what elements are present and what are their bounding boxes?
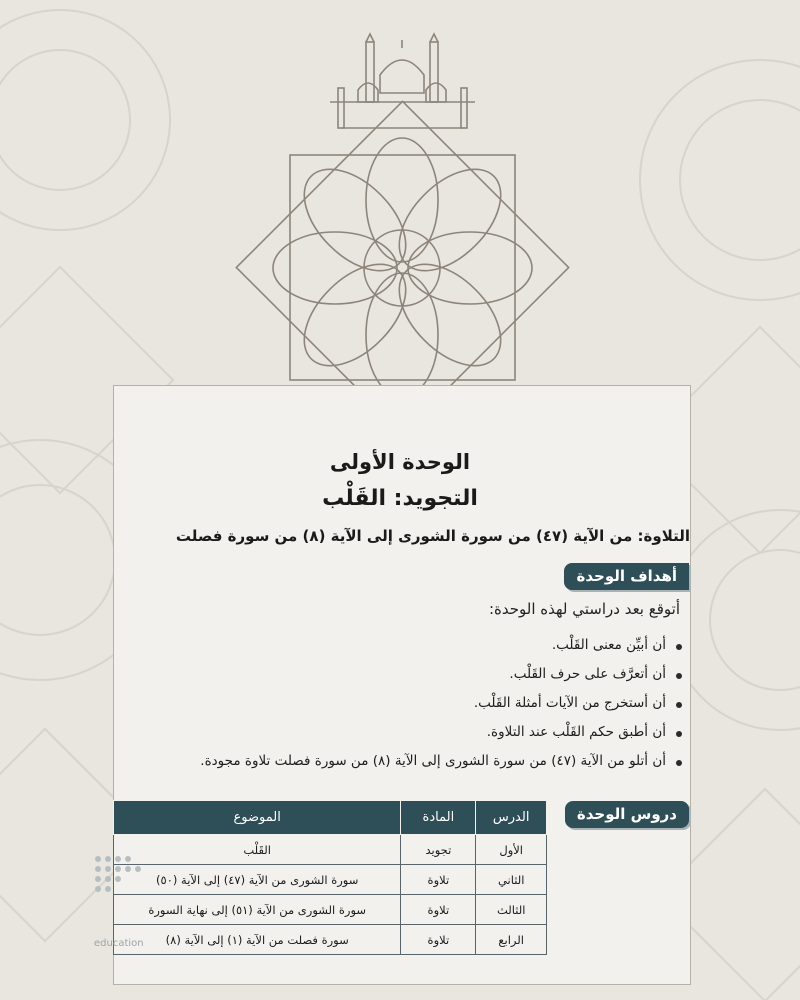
- table-row: [114, 925, 547, 955]
- goal-item: أن أطبق حكم القَلْب عند التلاوة.: [200, 724, 682, 753]
- mosque-ornament-icon: [230, 30, 575, 420]
- bullet-icon: [676, 702, 682, 708]
- table-row: [114, 895, 547, 925]
- goal-item: أن أبيِّن معنى القَلْب.: [200, 637, 682, 666]
- lessons-table: [113, 800, 547, 955]
- header-topic: الموضوع: [114, 801, 401, 835]
- logo-text: education: [94, 938, 144, 949]
- cell-lesson: الرابع: [476, 925, 547, 955]
- table-header-row: [114, 801, 547, 835]
- cell-subject: تلاوة: [401, 895, 476, 925]
- cell-topic: سورة فصلت من الآية (١) إلى الآية (٨): [114, 925, 401, 955]
- goals-list: [200, 637, 682, 782]
- bullet-icon: [676, 644, 682, 650]
- cell-lesson: الأول: [476, 835, 547, 865]
- unit-subtitle: التجويد: القَلْب: [322, 486, 478, 511]
- cell-subject: تلاوة: [401, 925, 476, 955]
- cell-subject: تلاوة: [401, 865, 476, 895]
- cell-lesson: الثالث: [476, 895, 547, 925]
- goals-heading: أهداف الوحدة: [564, 563, 689, 590]
- goals-intro: أتوقع بعد دراستي لهذه الوحدة:: [488, 600, 680, 618]
- cell-topic: سورة الشورى من الآية (٥١) إلى نهاية السورة: [114, 895, 401, 925]
- cell-topic: القَلْب: [114, 835, 401, 865]
- table-row: [114, 865, 547, 895]
- goal-item: أن أستخرج من الآيات أمثلة القَلْب.: [200, 695, 682, 724]
- cell-lesson: الثاني: [476, 865, 547, 895]
- unit-title: الوحدة الأولى: [329, 450, 471, 474]
- cell-topic: سورة الشورى من الآية (٤٧) إلى الآية (٥٠): [114, 865, 401, 895]
- cell-subject: تجويد: [401, 835, 476, 865]
- goal-item: أن أتعرَّف على حرف القَلْب.: [200, 666, 682, 695]
- ministry-logo-icon: [92, 853, 164, 901]
- bullet-icon: [676, 760, 682, 766]
- recitation-range: التلاوة: من الآية (٤٧) من سورة الشورى إلى الآية (٨) من سورة فصلت: [175, 527, 690, 545]
- goal-item: أن أتلو من الآية (٤٧) من سورة الشورى إلى الآية (٨) من سورة فصلت تلاوة مجودة.: [200, 753, 682, 782]
- bullet-icon: [676, 673, 682, 679]
- header-lesson: الدرس: [476, 801, 547, 835]
- table-row: [114, 835, 547, 865]
- lessons-heading: دروس الوحدة: [565, 801, 689, 828]
- header-subject: المادة: [401, 801, 476, 835]
- bullet-icon: [676, 731, 682, 737]
